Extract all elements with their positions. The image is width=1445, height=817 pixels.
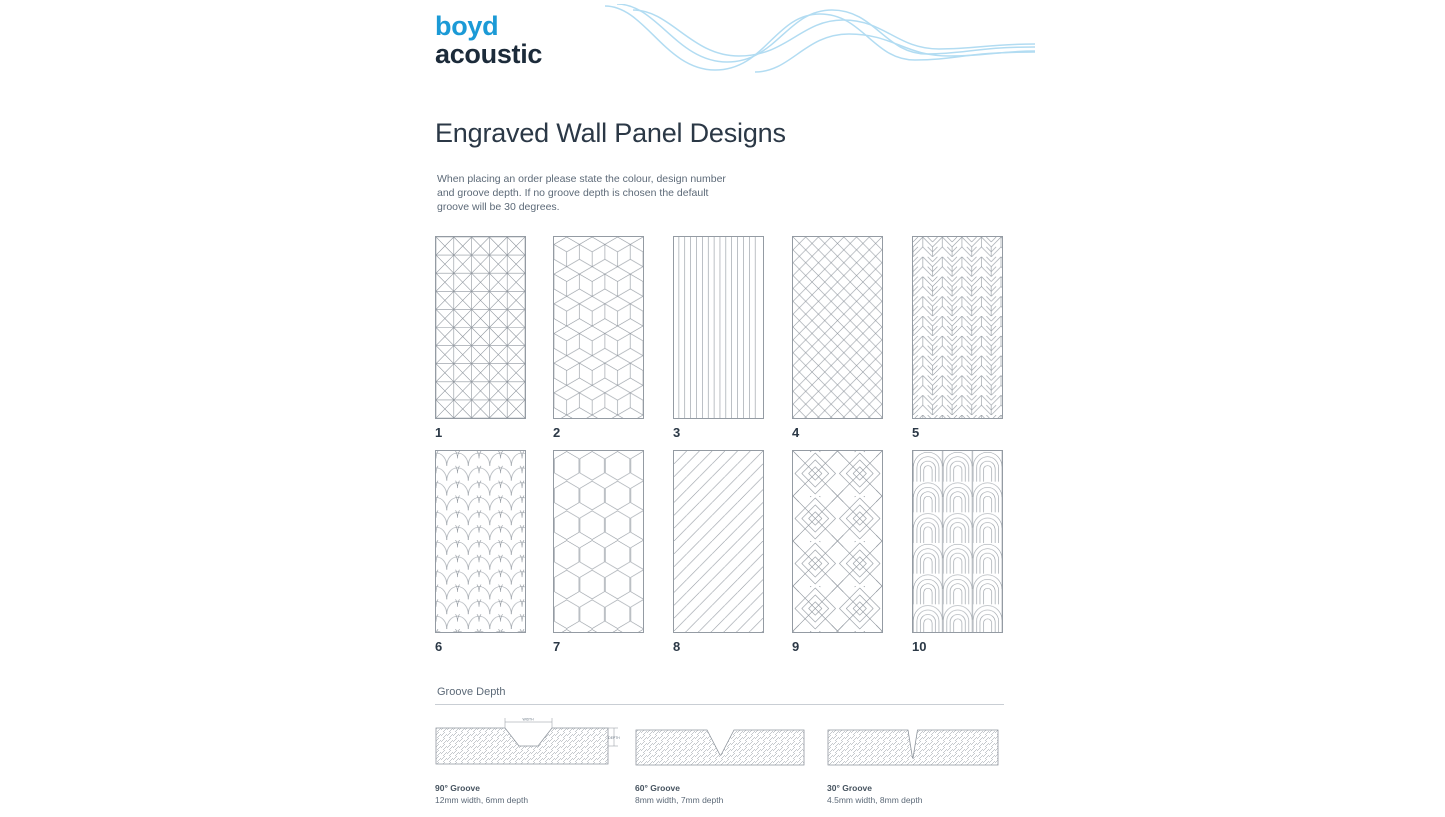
- panel-design-diamond-lattice: [792, 236, 883, 419]
- panel-number: 2: [553, 425, 561, 440]
- panel-design-fish-scale: [435, 450, 526, 633]
- panel-number: 5: [912, 425, 920, 440]
- groove-spec: 12mm width, 6mm depth: [435, 795, 529, 806]
- groove-60-diagram: [635, 729, 805, 776]
- groove-caption-90: [435, 782, 620, 807]
- intro-paragraph: When placing an order please state the colour, design number and groove depth. If no groove depth is chosen the default groove will be 30 degrees.: [437, 173, 726, 214]
- panel-number: 3: [673, 425, 681, 440]
- groove-caption-30: [827, 782, 999, 807]
- panel-design-hexagon: [553, 450, 644, 633]
- panel-cell-2[interactable]: [553, 236, 646, 440]
- groove-section-label: Groove Depth: [437, 686, 506, 698]
- panel-row-2: [435, 450, 1015, 664]
- groove-name: 30° Groove: [827, 783, 872, 793]
- panel-cell-5[interactable]: [912, 236, 1005, 440]
- panel-cell-8[interactable]: [673, 450, 766, 654]
- groove-caption-60: [635, 782, 805, 807]
- sound-wave-icon: [605, 4, 1035, 80]
- brand-logo: [435, 12, 542, 69]
- panel-cell-3[interactable]: [673, 236, 766, 440]
- panel-design-herringbone: [912, 236, 1003, 419]
- panel-design-cube-isometric: [553, 236, 644, 419]
- brand-name-line1: boyd: [435, 11, 499, 41]
- panel-cell-9[interactable]: [792, 450, 885, 654]
- document-header: [435, 8, 1035, 78]
- groove-spec: 8mm width, 7mm depth: [635, 795, 724, 806]
- panel-number: 9: [792, 639, 800, 654]
- panel-number: 1: [435, 425, 443, 440]
- groove-spec: 4.5mm width, 8mm depth: [827, 795, 923, 806]
- panel-number: 7: [553, 639, 561, 654]
- panel-design-concentric-diamond: [792, 450, 883, 633]
- groove-depth-label: DEPTH: [608, 736, 620, 740]
- brand-name-line2: acoustic: [435, 39, 543, 70]
- panel-design-vertical-lines: [673, 236, 764, 419]
- panel-cell-10[interactable]: [912, 450, 1005, 654]
- groove-width-label: WIDTH: [522, 717, 534, 722]
- groove-name: 60° Groove: [635, 783, 680, 793]
- panel-cell-4[interactable]: [792, 236, 885, 440]
- panel-design-diagonal-grid: [435, 236, 526, 419]
- panel-number: 6: [435, 639, 443, 654]
- panel-design-diagonal-lines: [673, 450, 764, 633]
- panel-cell-6[interactable]: [435, 450, 528, 654]
- panel-design-arch-fan: [912, 450, 1003, 633]
- panel-number: 10: [912, 639, 927, 654]
- groove-90-diagram: [435, 714, 620, 776]
- panel-cell-1[interactable]: [435, 236, 528, 440]
- groove-diagrams: [435, 714, 1015, 814]
- panel-number: 4: [792, 425, 800, 440]
- panel-number: 8: [673, 639, 681, 654]
- groove-name: 90° Groove: [435, 783, 480, 793]
- panel-grid: [435, 236, 1015, 664]
- groove-30-diagram: [827, 729, 999, 776]
- groove-item-90: [435, 714, 620, 807]
- panel-row-1: [435, 236, 1015, 450]
- groove-item-60: [635, 729, 805, 807]
- groove-divider: [435, 704, 1004, 705]
- panel-cell-7[interactable]: [553, 450, 646, 654]
- groove-item-30: [827, 729, 999, 807]
- page-title: Engraved Wall Panel Designs: [435, 118, 786, 148]
